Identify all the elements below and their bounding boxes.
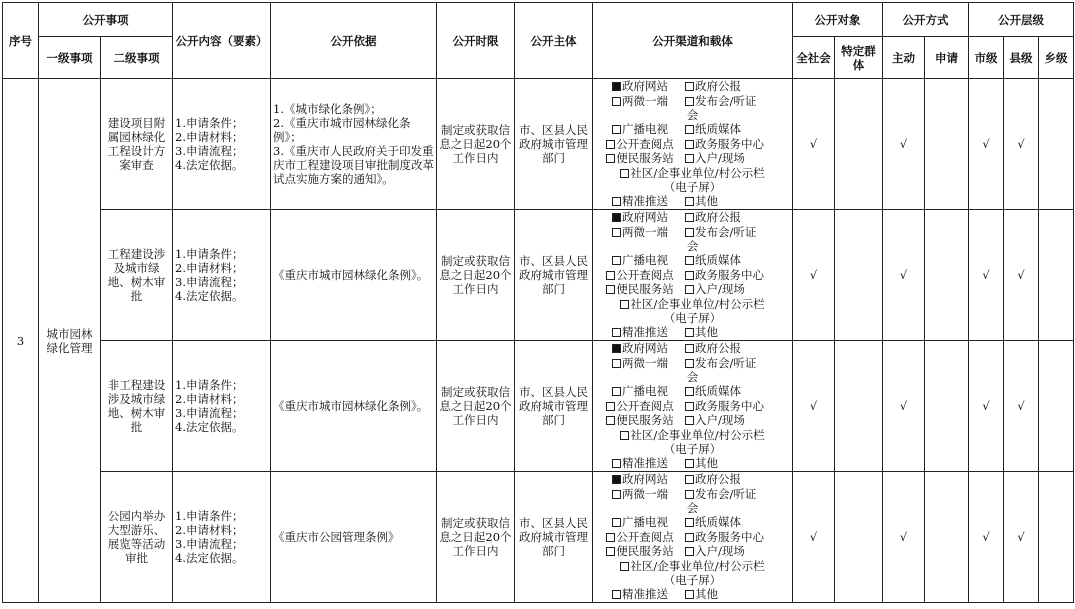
level-county-check: √	[1004, 79, 1039, 210]
group-seq: 3	[3, 79, 39, 603]
checkbox-icon	[685, 518, 694, 527]
header-channels: 公开渠道和载体	[593, 3, 793, 79]
content-line: 4.法定依据。	[175, 158, 244, 172]
checkbox-icon	[606, 271, 615, 280]
channel-reading: 公开查阅点	[616, 398, 674, 413]
header-level-county: 县级	[1004, 37, 1039, 79]
basis-cell	[271, 210, 437, 341]
method-active-check: √	[883, 472, 925, 603]
channel-press-tail: 会	[686, 369, 699, 384]
checkbox-icon	[685, 256, 694, 265]
channel-gov-gazette: 政府公报	[695, 472, 741, 487]
content-line: 3.申请流程；	[175, 406, 244, 420]
basis-cell	[271, 341, 437, 472]
channel-community: 社区/企事业单位/村公示栏	[630, 165, 765, 180]
checkbox-icon	[685, 154, 694, 163]
checkbox-icon	[685, 285, 694, 294]
checkbox-icon	[606, 416, 615, 425]
channel-paper: 纸质媒体	[695, 515, 741, 530]
channel-other: 其他	[695, 194, 718, 209]
header-method-apply: 申请	[925, 37, 969, 79]
channel-gov-gazette: 政府公报	[695, 79, 741, 94]
channel-precise: 精准推送	[622, 456, 668, 471]
channel-press-tail: 会	[686, 238, 699, 253]
header-level-city: 市级	[969, 37, 1004, 79]
content-cell	[173, 472, 271, 603]
table-row	[3, 341, 1074, 472]
checkbox-icon	[685, 547, 694, 556]
content-line: 2.申请材料；	[175, 392, 244, 406]
channel-gov-site: 政府网站	[622, 79, 668, 94]
checkbox-icon	[685, 82, 694, 91]
channel-paper: 纸质媒体	[695, 384, 741, 399]
level-city-check: √	[969, 79, 1004, 210]
checkbox-icon	[612, 328, 621, 337]
time-limit-cell: 制定或获取信息之日起20个工作日内	[437, 341, 515, 472]
checkbox-icon	[620, 169, 629, 178]
header-time-limit: 公开时限	[437, 3, 515, 79]
channel-press: 发布会/听证	[695, 224, 757, 239]
checkbox-icon	[606, 285, 615, 294]
level-town-cell	[1039, 79, 1074, 210]
checkbox-icon	[685, 271, 694, 280]
header-basis: 公开依据	[271, 3, 437, 79]
checkbox-icon	[606, 533, 615, 542]
time-limit-cell: 制定或获取信息之日起20个工作日内	[437, 79, 515, 210]
target-all-check: √	[793, 79, 835, 210]
target-group-cell	[835, 341, 883, 472]
checkbox-icon	[612, 590, 621, 599]
checkbox-icon	[685, 459, 694, 468]
content-line: 4.法定依据。	[175, 289, 244, 303]
channel-door: 入户/现场	[695, 544, 745, 559]
level-city-check: √	[969, 341, 1004, 472]
method-apply-cell	[925, 79, 969, 210]
channel-screen: （电子屏）	[663, 311, 722, 326]
content-line: 4.法定依据。	[175, 551, 244, 565]
content-line: 3.申请流程；	[175, 537, 244, 551]
channel-tv: 广播电视	[622, 253, 668, 268]
basis-line: 《重庆市城市园林绿化条例》。	[273, 268, 429, 282]
checked-box-icon	[612, 475, 621, 484]
checkbox-icon	[685, 140, 694, 149]
target-all-check: √	[793, 341, 835, 472]
channel-precise: 精准推送	[622, 587, 668, 602]
channels-cell	[593, 79, 793, 210]
checkbox-icon	[685, 213, 694, 222]
checkbox-icon	[612, 459, 621, 468]
channel-screen: （电子屏）	[663, 573, 722, 588]
content-line: 2.申请材料；	[175, 130, 244, 144]
checkbox-icon	[620, 562, 629, 571]
checkbox-icon	[685, 97, 694, 106]
channel-reading: 公开查阅点	[616, 529, 674, 544]
checked-box-icon	[612, 82, 621, 91]
channel-door: 入户/现场	[695, 282, 745, 297]
content-line: 3.申请流程；	[175, 275, 244, 289]
channel-community: 社区/企事业单位/村公示栏	[630, 558, 765, 573]
checkbox-icon	[685, 475, 694, 484]
method-active-check: √	[883, 79, 925, 210]
content-line: 1.申请条件；	[175, 378, 244, 392]
level-town-cell	[1039, 472, 1074, 603]
checkbox-icon	[606, 547, 615, 556]
checked-box-icon	[612, 213, 621, 222]
channel-community: 社区/企事业单位/村公示栏	[630, 427, 765, 442]
checkbox-icon	[685, 328, 694, 337]
checkbox-icon	[685, 490, 694, 499]
level-town-cell	[1039, 341, 1074, 472]
channel-paper: 纸质媒体	[695, 253, 741, 268]
subject-cell: 市、区县人民政府城市管理部门	[515, 341, 593, 472]
checkbox-icon	[612, 228, 621, 237]
level2-item: 非工程建设涉及城市绿地、树木审批	[101, 341, 173, 472]
checkbox-icon	[606, 402, 615, 411]
header-target-group: 特定群体	[835, 37, 883, 79]
checkbox-icon	[685, 125, 694, 134]
level-county-check: √	[1004, 472, 1039, 603]
checkbox-icon	[620, 431, 629, 440]
channel-service-center: 政务服务中心	[695, 136, 764, 151]
channel-press: 发布会/听证	[695, 486, 757, 501]
level2-item: 工程建设涉及城市绿地、树木审批	[101, 210, 173, 341]
level2-item: 建设项目附属园林绿化工程设计方案审查	[101, 79, 173, 210]
channel-convenience: 便民服务站	[616, 151, 674, 166]
table-row	[3, 79, 1074, 210]
checkbox-icon	[685, 402, 694, 411]
channel-tv: 广播电视	[622, 122, 668, 137]
table-body	[3, 79, 1074, 603]
channel-two-micro: 两微一端	[622, 355, 668, 370]
channels-cell	[593, 341, 793, 472]
basis-line: 《重庆市公园管理条例》	[273, 530, 400, 544]
header-level: 公开层级	[969, 3, 1074, 37]
channel-screen: （电子屏）	[663, 180, 722, 195]
channel-gov-site: 政府网站	[622, 210, 668, 225]
channel-door: 入户/现场	[695, 413, 745, 428]
method-apply-cell	[925, 210, 969, 341]
checkbox-icon	[685, 359, 694, 368]
channels-cell	[593, 472, 793, 603]
channel-service-center: 政务服务中心	[695, 398, 764, 413]
level-town-cell	[1039, 210, 1074, 341]
target-all-check: √	[793, 472, 835, 603]
checkbox-icon	[685, 590, 694, 599]
disclosure-table	[2, 2, 1074, 603]
basis-line: 3.《重庆市人民政府关于印发重庆市工程建设项目审批制度改革试点实施方案的通知》。	[273, 144, 434, 186]
channel-service-center: 政务服务中心	[695, 529, 764, 544]
header-subject: 公开主体	[515, 3, 593, 79]
checkbox-icon	[612, 387, 621, 396]
checkbox-icon	[612, 197, 621, 206]
channel-gov-gazette: 政府公报	[695, 341, 741, 356]
content-line: 3.申请流程；	[175, 144, 244, 158]
channel-press-tail: 会	[686, 500, 699, 515]
header-items: 公开事项	[39, 3, 173, 37]
channel-door: 入户/现场	[695, 151, 745, 166]
header-seq: 序号	[3, 3, 39, 79]
content-cell	[173, 341, 271, 472]
time-limit-cell: 制定或获取信息之日起20个工作日内	[437, 210, 515, 341]
level-county-check: √	[1004, 341, 1039, 472]
content-line: 1.申请条件；	[175, 247, 244, 261]
target-group-cell	[835, 472, 883, 603]
checkbox-icon	[612, 256, 621, 265]
basis-line: 《重庆市城市园林绿化条例》。	[273, 399, 429, 413]
content-line: 1.申请条件；	[175, 116, 244, 130]
content-line: 2.申请材料；	[175, 523, 244, 537]
level2-item: 公园内举办大型游乐、展览等活动审批	[101, 472, 173, 603]
channel-precise: 精准推送	[622, 325, 668, 340]
table-row	[3, 472, 1074, 603]
content-cell	[173, 79, 271, 210]
channel-gov-gazette: 政府公报	[695, 210, 741, 225]
basis-line: 1.《城市绿化条例》；	[273, 102, 382, 116]
method-apply-cell	[925, 472, 969, 603]
checkbox-icon	[612, 97, 621, 106]
level-county-check: √	[1004, 210, 1039, 341]
channel-reading: 公开查阅点	[616, 267, 674, 282]
channel-two-micro: 两微一端	[622, 486, 668, 501]
header-level-town: 乡级	[1039, 37, 1074, 79]
channel-reading: 公开查阅点	[616, 136, 674, 151]
checkbox-icon	[606, 154, 615, 163]
channel-precise: 精准推送	[622, 194, 668, 209]
level-city-check: √	[969, 472, 1004, 603]
checkbox-icon	[685, 197, 694, 206]
content-line: 4.法定依据。	[175, 420, 244, 434]
group-level1: 城市园林绿化管理	[39, 79, 101, 603]
level-city-check: √	[969, 210, 1004, 341]
header-method-active: 主动	[883, 37, 925, 79]
header-target-all: 全社会	[793, 37, 835, 79]
subject-cell: 市、区县人民政府城市管理部门	[515, 210, 593, 341]
table-row	[3, 210, 1074, 341]
content-line: 2.申请材料；	[175, 261, 244, 275]
channel-press: 发布会/听证	[695, 93, 757, 108]
channel-service-center: 政务服务中心	[695, 267, 764, 282]
channel-press-tail: 会	[686, 107, 699, 122]
channel-tv: 广播电视	[622, 515, 668, 530]
basis-cell	[271, 79, 437, 210]
checkbox-icon	[612, 490, 621, 499]
target-all-check: √	[793, 210, 835, 341]
method-active-check: √	[883, 341, 925, 472]
checkbox-icon	[612, 125, 621, 134]
method-active-check: √	[883, 210, 925, 341]
channel-paper: 纸质媒体	[695, 122, 741, 137]
channel-convenience: 便民服务站	[616, 544, 674, 559]
channel-convenience: 便民服务站	[616, 413, 674, 428]
checkbox-icon	[612, 359, 621, 368]
channel-tv: 广播电视	[622, 384, 668, 399]
checkbox-icon	[685, 228, 694, 237]
header-method: 公开方式	[883, 3, 969, 37]
target-group-cell	[835, 79, 883, 210]
subject-cell: 市、区县人民政府城市管理部门	[515, 79, 593, 210]
method-apply-cell	[925, 341, 969, 472]
content-line: 1.申请条件；	[175, 509, 244, 523]
channel-gov-site: 政府网站	[622, 341, 668, 356]
basis-line: 2.《重庆市城市园林绿化条例》；	[273, 116, 411, 144]
checkbox-icon	[685, 533, 694, 542]
channel-gov-site: 政府网站	[622, 472, 668, 487]
channel-other: 其他	[695, 456, 718, 471]
checkbox-icon	[620, 300, 629, 309]
header-level1: 一级事项	[39, 37, 101, 79]
checkbox-icon	[685, 416, 694, 425]
header-content: 公开内容（要素）	[173, 3, 271, 79]
checkbox-icon	[685, 387, 694, 396]
channel-two-micro: 两微一端	[622, 224, 668, 239]
channel-community: 社区/企事业单位/村公示栏	[630, 296, 765, 311]
channel-other: 其他	[695, 587, 718, 602]
header-target: 公开对象	[793, 3, 883, 37]
channel-press: 发布会/听证	[695, 355, 757, 370]
channel-convenience: 便民服务站	[616, 282, 674, 297]
channel-other: 其他	[695, 325, 718, 340]
target-group-cell	[835, 210, 883, 341]
channel-two-micro: 两微一端	[622, 93, 668, 108]
channels-cell	[593, 210, 793, 341]
header-level2: 二级事项	[101, 37, 173, 79]
time-limit-cell: 制定或获取信息之日起20个工作日内	[437, 472, 515, 603]
checkbox-icon	[685, 344, 694, 353]
channel-screen: （电子屏）	[663, 442, 722, 457]
checkbox-icon	[606, 140, 615, 149]
subject-cell: 市、区县人民政府城市管理部门	[515, 472, 593, 603]
content-cell	[173, 210, 271, 341]
basis-cell	[271, 472, 437, 603]
checkbox-icon	[612, 518, 621, 527]
checked-box-icon	[612, 344, 621, 353]
